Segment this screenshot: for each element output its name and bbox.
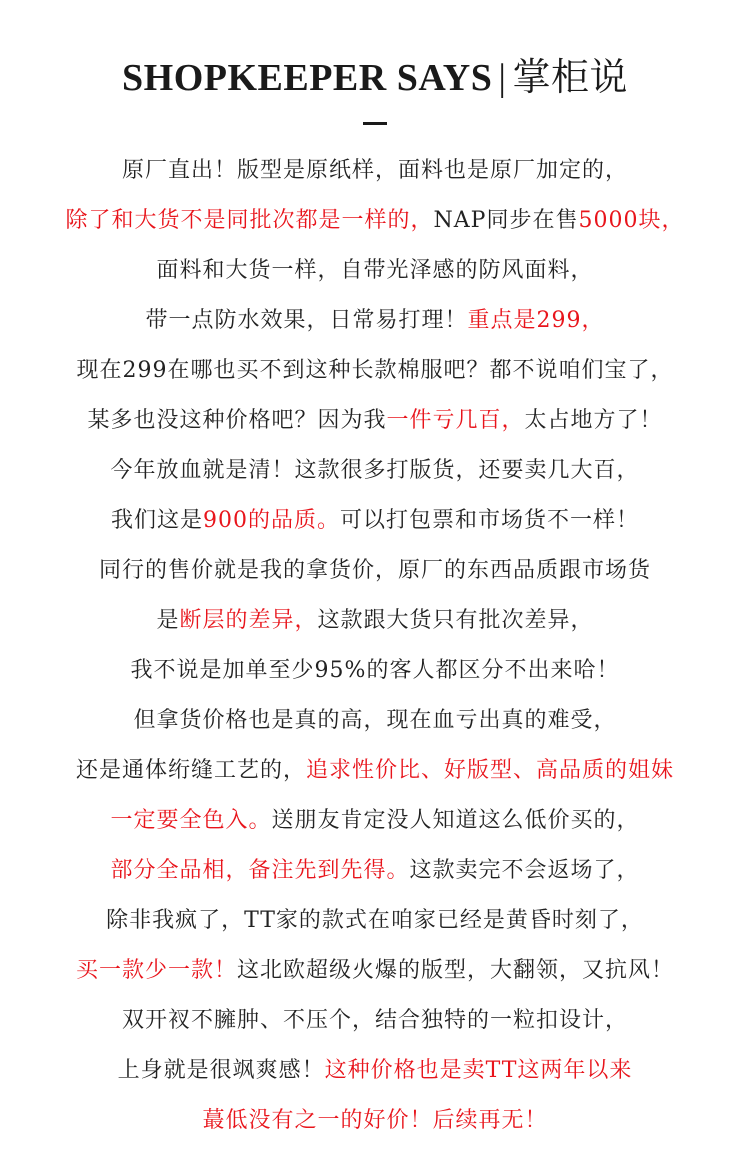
body-text: NAP同步在售 xyxy=(433,208,579,233)
text-line xyxy=(0,896,750,946)
text-line xyxy=(0,346,750,396)
highlight-text: 蕞低没有之一的好价！后续再无！ xyxy=(202,1108,548,1133)
body-text: 我们这是 xyxy=(110,508,203,533)
text-line xyxy=(0,1046,750,1096)
body-text: 我不说是加单至少95%的客人都区分不出来哈！ xyxy=(130,658,620,683)
text-line xyxy=(0,846,750,896)
title-chinese: 掌柜说 xyxy=(512,57,628,99)
highlight-text: 900的品质。 xyxy=(203,508,340,533)
highlight-text: 部分全品相，备注先到先得。 xyxy=(110,858,410,883)
body-text: 今年放血就是清！这款很多打版货，还要卖几大百， xyxy=(110,458,640,483)
body-text: 双开衩不臃肿、不压个，结合独特的一粒扣设计， xyxy=(121,1008,628,1033)
body-text: 除非我疯了，TT家的款式在咱家已经是黄昏时刻了， xyxy=(106,908,644,933)
body-text: 上身就是很飒爽感！ xyxy=(117,1058,325,1083)
text-line xyxy=(0,246,750,296)
title-underline-divider xyxy=(363,122,387,125)
highlight-text: 断层的差异， xyxy=(179,608,318,633)
body-text: 这北欧超级火爆的版型，大翻领，又抗风！ xyxy=(237,958,675,983)
body-text: 但拿货价格也是真的高，现在血亏出真的难受， xyxy=(133,708,617,733)
body-text: 某多也没这种价格吧？因为我 xyxy=(87,408,387,433)
body-text: 这款卖完不会返场了， xyxy=(409,858,640,883)
body-text: 还是通体绗缝工艺的， xyxy=(75,758,306,783)
highlight-text: 一定要全色入。 xyxy=(110,808,272,833)
body-text: 这款跟大货只有批次差异， xyxy=(317,608,594,633)
text-line xyxy=(0,996,750,1046)
body-text: 太占地方了！ xyxy=(524,408,663,433)
body-text: 是 xyxy=(156,608,180,633)
text-line xyxy=(0,546,750,596)
text-line xyxy=(0,596,750,646)
highlight-text: 5000块， xyxy=(578,208,685,233)
title-english: SHOPKEEPER SAYS xyxy=(122,57,493,99)
highlight-text: 追求性价比、好版型、高品质的姐妹 xyxy=(306,758,675,783)
highlight-text: 重点是299， xyxy=(467,308,605,333)
body-text: 原厂直出！版型是原纸样，面料也是原厂加定的， xyxy=(121,158,628,183)
title-separator: | xyxy=(498,57,507,99)
body-text: 带一点防水效果，日常易打理！ xyxy=(145,308,468,333)
text-line xyxy=(0,946,750,996)
text-line xyxy=(0,146,750,196)
text-line xyxy=(0,796,750,846)
body-text: 送朋友肯定没人知道这么低价买的， xyxy=(271,808,640,833)
highlight-text: 除了和大货不是同批次都是一样的， xyxy=(65,208,434,233)
highlight-text: 这种价格也是卖TT这两年以来 xyxy=(324,1058,633,1083)
text-line xyxy=(0,396,750,446)
highlight-text: 买一款少一款！ xyxy=(75,958,237,983)
highlight-text: 一件亏几百， xyxy=(386,408,525,433)
page-title xyxy=(0,46,750,101)
body-text: 现在299在哪也买不到这种长款棉服吧？都不说咱们宝了， xyxy=(76,358,674,383)
text-line xyxy=(0,496,750,546)
text-line xyxy=(0,446,750,496)
body-text: 同行的售价就是我的拿货价，原厂的东西品质跟市场货 xyxy=(98,558,651,583)
text-line xyxy=(0,296,750,346)
text-line xyxy=(0,196,750,246)
text-line xyxy=(0,646,750,696)
body-text: 面料和大货一样，自带光泽感的防风面料， xyxy=(156,258,594,283)
body-text: 可以打包票和市场货不一样！ xyxy=(340,508,640,533)
description-text-block xyxy=(0,146,750,1146)
text-line xyxy=(0,1096,750,1146)
text-line xyxy=(0,696,750,746)
text-line xyxy=(0,746,750,796)
